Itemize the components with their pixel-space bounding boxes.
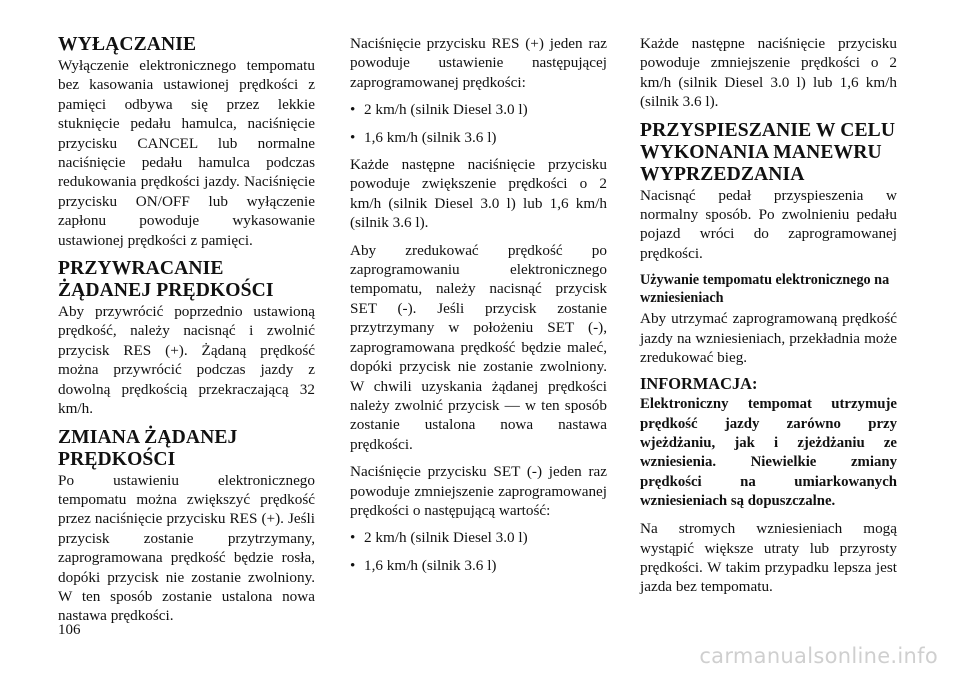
paragraph-steep-hills: Na stromych wzniesieniach mogą wystąpić większe utraty lub przyrosty prędkości. W takim przypadku lepsza jest jazda bez tempomatu. [640, 520, 897, 596]
heading-acceleration: PRZYSPIESZANIE W CELU WYKONANIA MANEWRU WYPRZEDZANIA [640, 119, 896, 185]
column-middle [350, 34, 607, 583]
column-left [58, 34, 315, 626]
paragraph-hills: Aby utrzymać zaprogramowaną prędkość jazdy na wzniesieniach, przekładnia może zredukować bieg. [640, 310, 897, 367]
paragraph-each-press-decrease: Każde następne naciśnięcie przycisku powoduje zmniejszenie prędkości o 2 km/h (silnik Diesel 3.0 l) lub 1,6 km/h (silnik 3.6 l). [640, 35, 897, 111]
heading-resume: PRZYWRACANIE ŻĄDANEJ PRĘDKOŚCI [58, 258, 274, 302]
bullet-icon: • [350, 101, 356, 119]
heading-hills: Używanie tempomatu elektronicznego na wzniesieniach [640, 272, 890, 307]
heading-off: WYŁĄCZANIE [58, 34, 197, 55]
paragraph-info: Elektroniczny tempomat utrzymuje prędkość jazdy zarówno przy wjeżdżaniu, jak i zjeżdżaniu ze wzniesienia. Niewielkie zmiany prędkości na umiarkowanych wzniesieniach są dopuszczalne. [640, 396, 897, 509]
list-item: • 2 km/h (silnik Diesel 3.0 l) [350, 529, 528, 547]
bullet-icon: • [350, 529, 356, 547]
paragraph-resume: Aby przywrócić poprzednio ustawioną prędkość, należy nacisnąć i zwolnić przycisk RES (+). Żądaną prędkość można przywrócić podczas jazdy z dowolną prędkością przekraczającą 32 km/h. [58, 303, 315, 418]
paragraph-each-press-increase: Każde następne naciśnięcie przycisku powoduje zwiększenie prędkości o 2 km/h (silnik Diesel 3.0 l) lub 1,6 km/h (silnik 3.6 l). [350, 156, 607, 232]
bullet-icon: • [350, 556, 356, 574]
bullet-list-increase [350, 100, 607, 147]
bullet-list-decrease [350, 528, 607, 575]
paragraph-res-once: Naciśnięcie przycisku RES (+) jeden raz powoduje ustawienie następującej zaprogramowanej prędkości: [350, 35, 607, 91]
paragraph-acceleration: Nacisnąć pedał przyspieszenia w normalny sposób. Po zwolnieniu pedału pojazd wróci do zaprogramowanej prędkości. [640, 186, 897, 262]
heading-info: INFORMACJA: [640, 374, 758, 394]
watermark-logo: carmanualsonline.info [699, 644, 938, 668]
heading-change-speed: ZMIANA ŻĄDANEJ PRĘDKOŚCI [58, 426, 238, 470]
paragraph-reduce-speed: Aby zredukować prędkość po zaprogramowaniu elektronicznego tempomatu, należy nacisnąć przycisk SET (-). Jeśli przycisk zostanie przytrzymany w położeniu SET (-), zaprogramowana prędkość będzie maleć, dopóki przycisk nie zostanie zwolniony. W chwili uzyskania żądanej prędkości należy zwolnić przycisk — w ten sposób zostanie ustalona nowa nastawa prędkości. [350, 241, 607, 453]
list-item: • 1,6 km/h (silnik 3.6 l) [350, 128, 497, 146]
paragraph-change-speed: Po ustawieniu elektronicznego tempomatu można zwiększyć prędkość przez naciśnięcie przycisku RES (+). Jeśli przycisk zostanie przytrzymany, zaprogramowana prędkość będzie rosła, dopóki przycisk nie zostanie zwolniony. W ten sposób zostanie ustalona nowa nastawa prędkości. [58, 471, 315, 625]
list-item: • 2 km/h (silnik Diesel 3.0 l) [350, 101, 528, 119]
bullet-icon: • [350, 128, 356, 146]
paragraph-off: Wyłączenie elektronicznego tempomatu bez kasowania ustawionej prędkości z pamięci odbywa się przez lekkie stuknięcie pedału hamulca, naciśnięcie przycisku CANCEL lub normalne naciśnięcie pedału hamulca podczas redukowania prędkości jazdy. Naciśnięcie przycisku ON/OFF lub wyłączenie zapłonu powoduje wykasowanie ustawionej prędkości z pamięci. [58, 57, 315, 249]
paragraph-set-once: Naciśnięcie przycisku SET (-) jeden raz powoduje zmniejszenie zaprogramowanej prędkości o następującą wartość: [350, 463, 607, 519]
column-right [640, 34, 897, 597]
page-number: 106 [58, 622, 81, 638]
list-item: • 1,6 km/h (silnik 3.6 l) [350, 556, 497, 574]
